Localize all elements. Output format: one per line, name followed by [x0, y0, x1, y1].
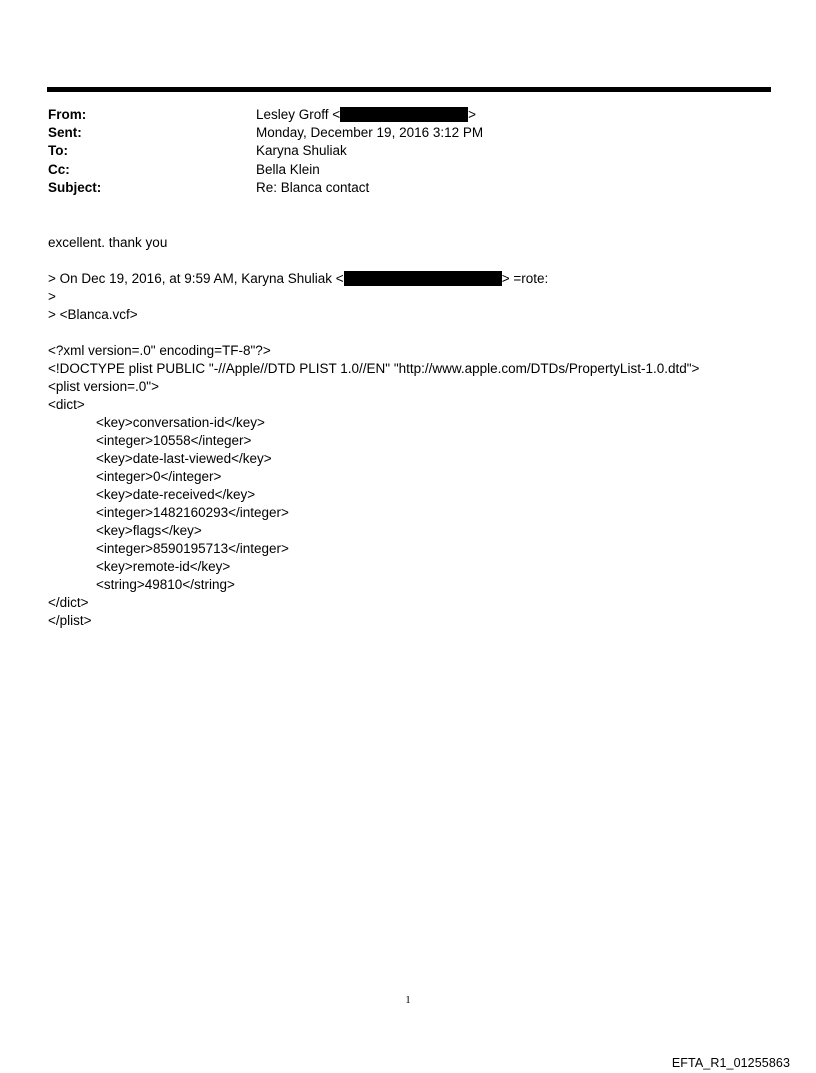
plist-close: </plist> — [48, 613, 92, 628]
sent-value: Monday, December 19, 2016 3:12 PM — [256, 125, 484, 141]
redaction-block — [340, 107, 468, 122]
from-label: From: — [48, 107, 87, 122]
plist-open: <plist version=.0"> — [48, 379, 159, 394]
quote-header-line — [48, 270, 699, 288]
from-value — [256, 106, 476, 124]
subject-row — [48, 179, 483, 197]
subject-label: Subject: — [48, 179, 102, 195]
email-header — [48, 106, 483, 197]
from-name: Lesley Groff < — [256, 107, 341, 122]
from-row — [48, 106, 483, 124]
bates-number: EFTA_R1_01255863 — [671, 1056, 790, 1070]
to-value: Karyna Shuliak — [256, 143, 347, 159]
dict-line: <integer>0</integer> — [96, 469, 222, 484]
sent-row — [48, 124, 483, 142]
quote-header-start: > On Dec 19, 2016, at 9:59 AM, Karyna Shuliak < — [48, 271, 344, 286]
subject-value: Re: Blanca contact — [256, 179, 370, 195]
dict-line: <key>flags</key> — [96, 523, 202, 538]
doctype-line: <!DOCTYPE plist PUBLIC "-//Apple//DTD PLIST 1.0//EN" "http://www.apple.com/DTDs/PropertyList-1.0.dtd"> — [48, 361, 700, 376]
reply-text: excellent. thank you — [48, 235, 168, 250]
page-number: 1 — [405, 994, 411, 1006]
from-close: > — [468, 107, 477, 122]
sent-label: Sent: — [48, 125, 82, 141]
dict-line: <integer>10558</integer> — [96, 433, 252, 448]
cc-value: Bella Klein — [256, 161, 320, 177]
xml-declaration: <?xml version=.0" encoding=TF-8"?> — [48, 343, 271, 358]
quote-header-end: > =rote: — [501, 271, 549, 286]
header-rule — [47, 87, 771, 92]
attachment-line: > <Blanca.vcf> — [48, 307, 138, 322]
dict-close: </dict> — [48, 595, 89, 610]
cc-label: Cc: — [48, 161, 70, 177]
email-body — [48, 234, 699, 630]
dict-line: <string>49810</string> — [96, 577, 235, 592]
cc-row — [48, 161, 483, 179]
quote-blank-line: > — [48, 289, 56, 304]
dict-line: <integer>1482160293</integer> — [96, 505, 289, 520]
dict-open: <dict> — [48, 397, 85, 412]
to-row — [48, 142, 483, 160]
dict-line: <key>date-last-viewed</key> — [96, 451, 272, 466]
dict-line: <key>date-received</key> — [96, 487, 256, 502]
dict-line: <integer>8590195713</integer> — [96, 541, 289, 556]
to-label: To: — [48, 143, 68, 159]
dict-line: <key>conversation-id</key> — [96, 415, 265, 430]
redaction-block — [344, 271, 502, 286]
dict-line: <key>remote-id</key> — [96, 559, 231, 574]
